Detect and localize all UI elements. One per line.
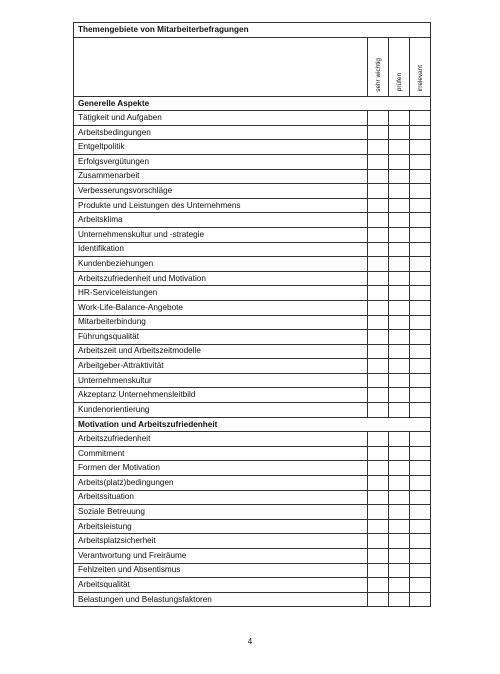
- checkbox-irrelevant[interactable]: [410, 476, 431, 491]
- column-header-irrelevant: irrelevant: [410, 37, 431, 96]
- section-heading: Motivation und Arbeitszufriedenheit: [74, 417, 431, 432]
- table-row: [74, 519, 431, 534]
- checkbox-irrelevant[interactable]: [410, 446, 431, 461]
- checkbox-pruefen[interactable]: [389, 125, 410, 140]
- topic-label: Belastungen und Belastungsfaktoren: [74, 592, 368, 607]
- checkbox-pruefen[interactable]: [389, 388, 410, 403]
- topic-label: Arbeitszufriedenheit: [74, 432, 368, 447]
- checkbox-sehr-wichtig[interactable]: [368, 403, 389, 418]
- checkbox-sehr-wichtig[interactable]: [368, 111, 389, 126]
- checkbox-sehr-wichtig[interactable]: [368, 534, 389, 549]
- topic-label: Arbeitgeber-Attraktivität: [74, 359, 368, 374]
- checkbox-sehr-wichtig[interactable]: [368, 125, 389, 140]
- survey-topics-table: [73, 22, 431, 607]
- checkbox-irrelevant[interactable]: [410, 403, 431, 418]
- topic-label: Verantwortung und Freiräume: [74, 549, 368, 564]
- table-row: [74, 446, 431, 461]
- table-row: [74, 154, 431, 169]
- checkbox-sehr-wichtig[interactable]: [368, 359, 389, 374]
- checkbox-pruefen[interactable]: [389, 490, 410, 505]
- topic-label: Unternehmenskultur: [74, 373, 368, 388]
- checkbox-pruefen[interactable]: [389, 432, 410, 447]
- checkbox-pruefen[interactable]: [389, 242, 410, 257]
- checkbox-pruefen[interactable]: [389, 330, 410, 345]
- checkbox-pruefen[interactable]: [389, 257, 410, 272]
- table-row: [74, 300, 431, 315]
- table-row: [74, 271, 431, 286]
- checkbox-irrelevant[interactable]: [410, 359, 431, 374]
- checkbox-pruefen[interactable]: [389, 563, 410, 578]
- checkbox-irrelevant[interactable]: [410, 330, 431, 345]
- checkbox-pruefen[interactable]: [389, 446, 410, 461]
- checkbox-sehr-wichtig[interactable]: [368, 578, 389, 593]
- checkbox-pruefen[interactable]: [389, 184, 410, 199]
- topic-label: Tätigkeit und Aufgaben: [74, 111, 368, 126]
- checkbox-sehr-wichtig[interactable]: [368, 461, 389, 476]
- checkbox-pruefen[interactable]: [389, 213, 410, 228]
- checkbox-irrelevant[interactable]: [410, 169, 431, 184]
- checkbox-pruefen[interactable]: [389, 198, 410, 213]
- checkbox-pruefen[interactable]: [389, 359, 410, 374]
- topic-label: Commitment: [74, 446, 368, 461]
- checkbox-sehr-wichtig[interactable]: [368, 242, 389, 257]
- checkbox-sehr-wichtig[interactable]: [368, 563, 389, 578]
- checkbox-pruefen[interactable]: [389, 578, 410, 593]
- column-header-pruefen: prüfen: [389, 37, 410, 96]
- checkbox-irrelevant[interactable]: [410, 257, 431, 272]
- table-row: [74, 227, 431, 242]
- checkbox-pruefen[interactable]: [389, 519, 410, 534]
- section-heading: Generelle Aspekte: [74, 96, 431, 111]
- table-row: [74, 359, 431, 374]
- table-row: [74, 388, 431, 403]
- checkbox-sehr-wichtig[interactable]: [368, 519, 389, 534]
- checkbox-sehr-wichtig[interactable]: [368, 505, 389, 520]
- topic-label: Mitarbeiterbindung: [74, 315, 368, 330]
- checkbox-pruefen[interactable]: [389, 140, 410, 155]
- checkbox-pruefen[interactable]: [389, 592, 410, 607]
- checkbox-irrelevant[interactable]: [410, 198, 431, 213]
- checkbox-pruefen[interactable]: [389, 476, 410, 491]
- checkbox-sehr-wichtig[interactable]: [368, 257, 389, 272]
- topic-label: Kundenorientierung: [74, 403, 368, 418]
- table-row: [74, 330, 431, 345]
- checkbox-irrelevant[interactable]: [410, 111, 431, 126]
- topic-label: Akzeptanz Unternehmensleitbild: [74, 388, 368, 403]
- checkbox-sehr-wichtig[interactable]: [368, 198, 389, 213]
- checkbox-pruefen[interactable]: [389, 534, 410, 549]
- checkbox-irrelevant[interactable]: [410, 242, 431, 257]
- checkbox-pruefen[interactable]: [389, 286, 410, 301]
- checkbox-irrelevant[interactable]: [410, 286, 431, 301]
- topic-label: Arbeitsqualität: [74, 578, 368, 593]
- checkbox-sehr-wichtig[interactable]: [368, 330, 389, 345]
- checkbox-irrelevant[interactable]: [410, 388, 431, 403]
- checkbox-sehr-wichtig[interactable]: [368, 286, 389, 301]
- checkbox-sehr-wichtig[interactable]: [368, 271, 389, 286]
- column-header-row: [74, 37, 431, 96]
- table-row: [74, 461, 431, 476]
- topic-label: Identifikation: [74, 242, 368, 257]
- checkbox-irrelevant[interactable]: [410, 519, 431, 534]
- topic-header-cell: [74, 37, 368, 96]
- checkbox-sehr-wichtig[interactable]: [368, 169, 389, 184]
- table-row: [74, 534, 431, 549]
- checkbox-irrelevant[interactable]: [410, 578, 431, 593]
- checkbox-sehr-wichtig[interactable]: [368, 227, 389, 242]
- checkbox-pruefen[interactable]: [389, 227, 410, 242]
- checkbox-sehr-wichtig[interactable]: [368, 300, 389, 315]
- checkbox-sehr-wichtig[interactable]: [368, 446, 389, 461]
- checkbox-pruefen[interactable]: [389, 549, 410, 564]
- topic-label: Verbesserungsvorschläge: [74, 184, 368, 199]
- checkbox-sehr-wichtig[interactable]: [368, 184, 389, 199]
- checkbox-irrelevant[interactable]: [410, 461, 431, 476]
- checkbox-irrelevant[interactable]: [410, 140, 431, 155]
- checkbox-sehr-wichtig[interactable]: [368, 344, 389, 359]
- checkbox-irrelevant[interactable]: [410, 592, 431, 607]
- topic-label: Kundenbeziehungen: [74, 257, 368, 272]
- topic-label: Arbeitszufriedenheit und Motivation: [74, 271, 368, 286]
- page-number: 4: [247, 637, 253, 646]
- checkbox-pruefen[interactable]: [389, 111, 410, 126]
- checkbox-sehr-wichtig[interactable]: [368, 432, 389, 447]
- table-row: [74, 111, 431, 126]
- checkbox-irrelevant[interactable]: [410, 315, 431, 330]
- checkbox-irrelevant[interactable]: [410, 300, 431, 315]
- checkbox-irrelevant[interactable]: [410, 432, 431, 447]
- topic-label: Arbeitsbedingungen: [74, 125, 368, 140]
- checkbox-irrelevant[interactable]: [410, 227, 431, 242]
- table-row: [74, 169, 431, 184]
- checkbox-irrelevant[interactable]: [410, 271, 431, 286]
- table-row: [74, 578, 431, 593]
- checkbox-sehr-wichtig[interactable]: [368, 476, 389, 491]
- checkbox-irrelevant[interactable]: [410, 563, 431, 578]
- table-row: [74, 432, 431, 447]
- topic-label: Erfolgsvergütungen: [74, 154, 368, 169]
- topic-label: Formen der Motivation: [74, 461, 368, 476]
- table-row: [74, 184, 431, 199]
- topic-label: Arbeitssituation: [74, 490, 368, 505]
- checkbox-pruefen[interactable]: [389, 300, 410, 315]
- topic-label: Arbeits(platz)bedingungen: [74, 476, 368, 491]
- table-row: [74, 198, 431, 213]
- checkbox-pruefen[interactable]: [389, 403, 410, 418]
- topic-label: Produkte und Leistungen des Unternehmens: [74, 198, 368, 213]
- checkbox-irrelevant[interactable]: [410, 125, 431, 140]
- topic-label: Work-Life-Balance-Angebote: [74, 300, 368, 315]
- topic-label: Fehlzeiten und Absentismus: [74, 563, 368, 578]
- section-heading-row: [74, 417, 431, 432]
- checkbox-irrelevant[interactable]: [410, 549, 431, 564]
- table-row: [74, 286, 431, 301]
- checkbox-irrelevant[interactable]: [410, 490, 431, 505]
- checkbox-sehr-wichtig[interactable]: [368, 592, 389, 607]
- topic-label: Arbeitszeit und Arbeitszeitmodelle: [74, 344, 368, 359]
- topic-label: HR-Serviceleistungen: [74, 286, 368, 301]
- checkbox-pruefen[interactable]: [389, 461, 410, 476]
- checkbox-pruefen[interactable]: [389, 154, 410, 169]
- checkbox-sehr-wichtig[interactable]: [368, 140, 389, 155]
- topic-label: Arbeitsleistung: [74, 519, 368, 534]
- topic-label: Arbeitsplatzsicherheit: [74, 534, 368, 549]
- table-row: [74, 373, 431, 388]
- checkbox-irrelevant[interactable]: [410, 534, 431, 549]
- topic-label: Führungsqualität: [74, 330, 368, 345]
- table-row: [74, 213, 431, 228]
- table-row: [74, 490, 431, 505]
- checkbox-pruefen[interactable]: [389, 315, 410, 330]
- table-row: [74, 242, 431, 257]
- checkbox-pruefen[interactable]: [389, 373, 410, 388]
- checkbox-irrelevant[interactable]: [410, 373, 431, 388]
- table-row: [74, 563, 431, 578]
- table-row: [74, 403, 431, 418]
- topic-label: Soziale Betreuung: [74, 505, 368, 520]
- checkbox-pruefen[interactable]: [389, 169, 410, 184]
- checkbox-irrelevant[interactable]: [410, 213, 431, 228]
- checkbox-sehr-wichtig[interactable]: [368, 154, 389, 169]
- checkbox-pruefen[interactable]: [389, 344, 410, 359]
- table-title: Themengebiete von Mitarbeiterbefragungen: [74, 23, 431, 38]
- table-row: [74, 505, 431, 520]
- checkbox-irrelevant[interactable]: [410, 184, 431, 199]
- topic-label: Zusammenarbeit: [74, 169, 368, 184]
- checkbox-sehr-wichtig[interactable]: [368, 549, 389, 564]
- table-row: [74, 344, 431, 359]
- table-row: [74, 140, 431, 155]
- table-row: [74, 257, 431, 272]
- checkbox-sehr-wichtig[interactable]: [368, 315, 389, 330]
- table-row: [74, 315, 431, 330]
- checkbox-sehr-wichtig[interactable]: [368, 373, 389, 388]
- table-title-row: [74, 23, 431, 38]
- checkbox-sehr-wichtig[interactable]: [368, 213, 389, 228]
- checkbox-sehr-wichtig[interactable]: [368, 490, 389, 505]
- column-header-sehr-wichtig: sehr wichtig: [368, 37, 389, 96]
- table-row: [74, 592, 431, 607]
- topic-label: Entgeltpolitik: [74, 140, 368, 155]
- table-row: [74, 125, 431, 140]
- checkbox-irrelevant[interactable]: [410, 344, 431, 359]
- checkbox-sehr-wichtig[interactable]: [368, 388, 389, 403]
- section-heading-row: [74, 96, 431, 111]
- table-row: [74, 476, 431, 491]
- checkbox-irrelevant[interactable]: [410, 505, 431, 520]
- table-row: [74, 549, 431, 564]
- checkbox-irrelevant[interactable]: [410, 154, 431, 169]
- topic-label: Arbeitsklima: [74, 213, 368, 228]
- checkbox-pruefen[interactable]: [389, 271, 410, 286]
- topic-label: Unternehmenskultur und -strategie: [74, 227, 368, 242]
- checkbox-pruefen[interactable]: [389, 505, 410, 520]
